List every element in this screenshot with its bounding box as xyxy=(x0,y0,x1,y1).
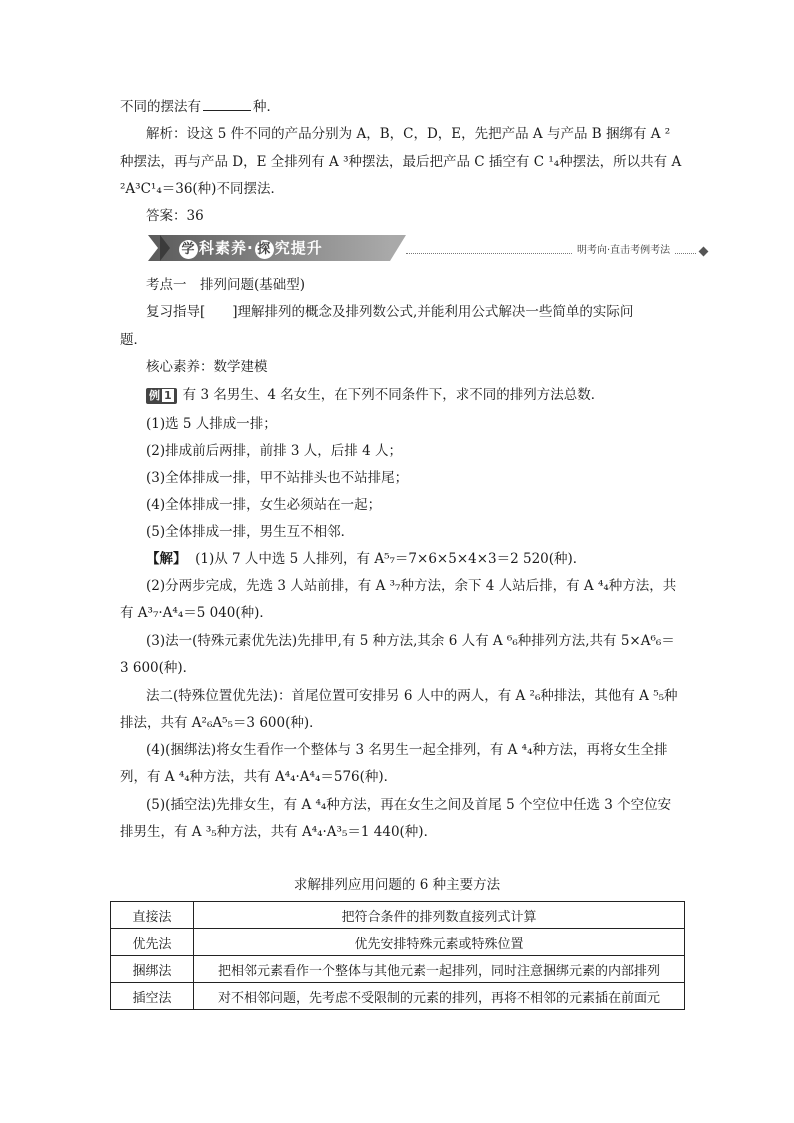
core-literacy: 核心素养：数学建模 xyxy=(146,359,268,375)
table-row xyxy=(111,902,685,929)
solution-line-1 xyxy=(146,549,586,569)
example-stem: 有 3 名男生、4 名女生，在下列不同条件下，求不同的排列方法总数． xyxy=(182,387,605,403)
review-line-1: 复习指导[ ]理解排列的概念及排列数公式,并能利用公式解决一些简单的实际问 xyxy=(146,304,634,320)
banner-text: 素养 xyxy=(215,239,248,257)
banner-chevron-icon xyxy=(160,235,170,261)
banner-hint: 明考向·直击考例考法 xyxy=(573,241,674,256)
example-item: (1)选 5 人排成一排； xyxy=(146,416,277,432)
example-item: (3)全体排成一排，甲不站排头也不站排尾； xyxy=(146,470,409,486)
analysis-line-1: 解析：设这 5 件不同的产品分别为 A，B，C，D，E，先把产品 A 与产品 B 捆绑有 A ² xyxy=(146,126,671,142)
example-number: 1 xyxy=(164,389,172,402)
banner-char: 探 xyxy=(255,240,274,259)
example-item: (2)排成前后两排，前排 3 人，后排 4 人； xyxy=(146,443,402,459)
analysis-line-3: ²A³C¹₄＝36(种)不同摆法． xyxy=(120,181,284,197)
solution-line: (2)分两步完成，先选 3 人站前排，有 A ³₇种方法，余下 4 人站后排，有 A ⁴₄种方法，共 xyxy=(146,578,677,594)
method-desc: 把符合条件的排列数直接列式计算 xyxy=(194,902,685,929)
banner-text: 提升 xyxy=(290,239,323,257)
example-label: 例 xyxy=(149,389,160,402)
example-item: (5)全体排成一排，男生互不相邻． xyxy=(146,524,355,540)
solution-line: 排法，共有 A²₆A⁵₅＝3 600(种)． xyxy=(120,715,323,731)
review-line-2: 题． xyxy=(120,332,147,348)
section-banner xyxy=(148,235,708,261)
solution-text: (1)从 7 人中选 5 人排列，有 A⁵₇＝7×6×5×4×3＝2 520(种)． xyxy=(195,551,587,567)
table-row xyxy=(111,983,685,1010)
method-desc: 对不相邻问题，先考虑不受限制的元素的排列，再将不相邻的元素插在前面元 xyxy=(194,983,685,1010)
banner-title xyxy=(178,237,323,259)
table-row xyxy=(111,929,685,956)
method-name: 插空法 xyxy=(111,983,194,1010)
method-name: 捆绑法 xyxy=(111,956,194,983)
answer-blank xyxy=(203,96,251,111)
example-item: (4)全体排成一排，女生必须站在一起； xyxy=(146,497,382,513)
banner-char: 学 xyxy=(179,240,198,259)
solution-line: 有 A³₇·A⁴₄＝5 040(种)． xyxy=(120,605,273,621)
analysis-line-2: 种摆法，再与产品 D，E 全排列有 A ³种摆法，最后把产品 C 插空有 C ¹₄种摆法，所以共有 A xyxy=(120,154,682,170)
kaodian-heading: 考点一 排列问题(基础型) xyxy=(146,277,306,293)
question-suffix: 种． xyxy=(253,99,280,115)
banner-dot: · xyxy=(247,239,254,257)
solution-line: (4)(捆绑法)将女生看作一个整体与 3 名男生一起全排列，有 A ⁴₄种方法，再将女生全排 xyxy=(146,742,668,758)
method-desc: 把相邻元素看作一个整体与其他元素一起排列，同时注意捆绑元素的内部排列 xyxy=(194,956,685,983)
table-caption: 求解排列应用问题的 6 种主要方法 xyxy=(293,877,501,893)
diamond-icon xyxy=(699,247,709,257)
banner-tail xyxy=(390,235,406,261)
question-line xyxy=(120,96,280,117)
method-name: 直接法 xyxy=(111,902,194,929)
solution-line: 3 600(种)． xyxy=(120,660,197,676)
method-name: 优先法 xyxy=(111,929,194,956)
question-text: 不同的摆法有 xyxy=(120,99,201,115)
example-stem-line xyxy=(146,385,604,405)
method-desc: 优先安排特殊元素或特殊位置 xyxy=(194,929,685,956)
solution-tag: 【解】 xyxy=(146,551,187,567)
table-row xyxy=(111,956,685,983)
methods-table xyxy=(110,901,685,1010)
solution-line: (5)(插空法)先排女生，有 A ⁴₄种方法，再在女生之间及首尾 5 个空位中任选 3 个空位安 xyxy=(146,797,672,813)
banner-chevron-icon xyxy=(148,235,158,261)
solution-line: 法二(特殊位置优先法)：首尾位置可安排另 6 人中的两人，有 A ²₆种排法，其他有 A ⁵₅种 xyxy=(146,688,678,704)
solution-line: 列，有 A ⁴₄种方法，共有 A⁴₄·A⁴₄＝576(种)． xyxy=(120,769,398,785)
banner-char: 究 xyxy=(274,239,291,257)
solution-line: (3)法一(特殊元素优先法)先排甲,有 5 种方法,其余 6 人有 A ⁶₆种排列方法,共有 5×A⁶₆＝ xyxy=(146,633,675,649)
solution-line: 排男生，有 A ³₅种方法，共有 A⁴₄·A³₅＝1 440(种)． xyxy=(120,824,438,840)
answer-line: 答案：36 xyxy=(146,208,204,224)
banner-char: 科 xyxy=(199,239,216,257)
example-badge xyxy=(146,388,177,404)
